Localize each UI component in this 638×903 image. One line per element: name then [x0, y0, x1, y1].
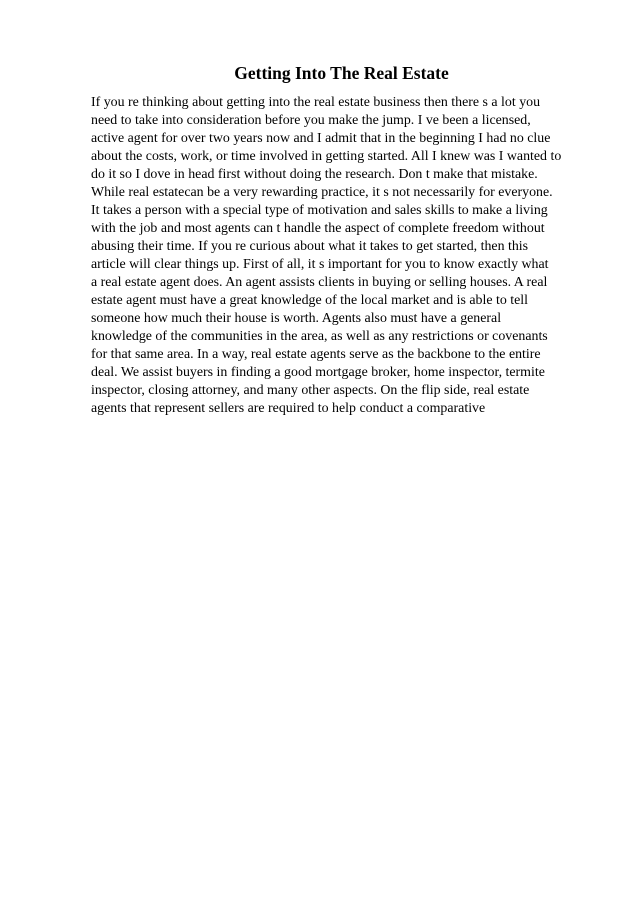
body-text	[91, 94, 611, 418]
text-line: with the job and most agents can t handle the aspect of complete freedom without	[91, 221, 545, 236]
text-line: do it so I dove in head first without doing the research. Don t make that mistake.	[91, 167, 538, 182]
text-line: for that same area. In a way, real estate agents serve as the backbone to the entire	[91, 347, 541, 362]
text-line: It takes a person with a special type of motivation and sales skills to make a living	[91, 203, 548, 218]
text-line: knowledge of the communities in the area, as well as any restrictions or covenants	[91, 329, 548, 344]
text-line: someone how much their house is worth. Agents also must have a general	[91, 311, 502, 326]
text-line: agents that represent sellers are required to help conduct a comparative	[91, 401, 486, 416]
page-title: Getting Into The Real Estate	[234, 63, 449, 83]
text-line: a real estate agent does. An agent assists clients in buying or selling houses. A real	[91, 275, 548, 290]
text-line: inspector, closing attorney, and many other aspects. On the flip side, real estate	[91, 383, 530, 398]
text-line: deal. We assist buyers in finding a good mortgage broker, home inspector, termite	[91, 365, 545, 380]
text-line: article will clear things up. First of all, it s important for you to know exactly what	[91, 257, 549, 272]
text-line: abusing their time. If you re curious about what it takes to get started, then this	[91, 239, 529, 254]
text-line: active agent for over two years now and I admit that in the beginning I had no clue	[91, 131, 551, 146]
text-line: about the costs, work, or time involved in getting started. All I knew was I wanted to	[91, 149, 562, 164]
text-line: While real estatecan be a very rewarding practice, it s not necessarily for everyone.	[91, 185, 553, 200]
text-line: estate agent must have a great knowledge of the local market and is able to tell	[91, 293, 529, 308]
text-line: need to take into consideration before you make the jump. I ve been a licensed,	[91, 113, 531, 128]
text-line: If you re thinking about getting into the real estate business then there s a lot you	[91, 95, 541, 110]
